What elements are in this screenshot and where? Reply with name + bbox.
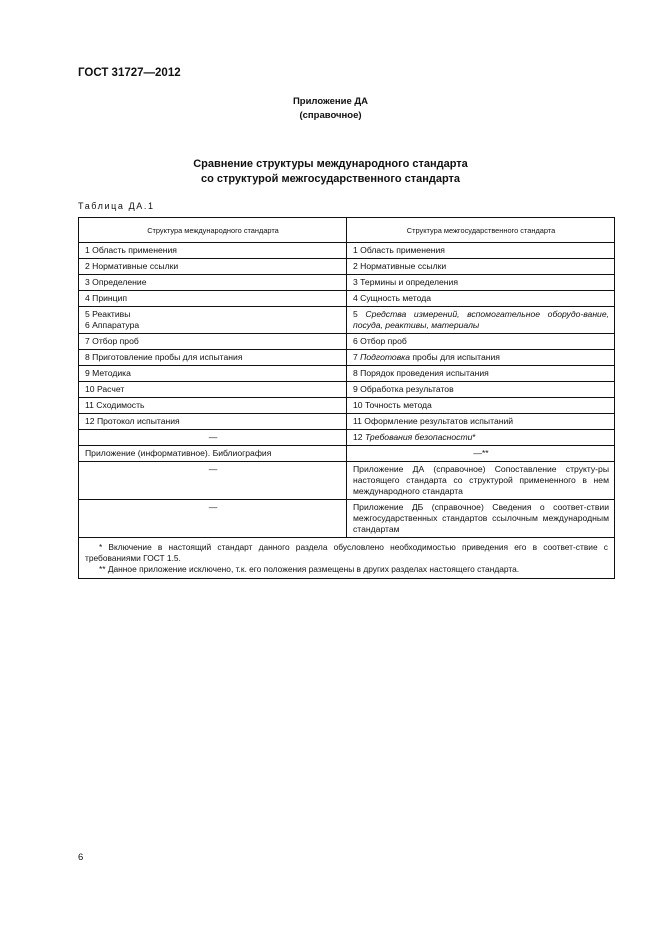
table-header-row bbox=[79, 218, 615, 243]
cell-international: 8 Приготовление пробы для испытания bbox=[79, 350, 347, 366]
cell-interstate bbox=[347, 430, 615, 446]
cell-interstate: 4 Сущность метода bbox=[347, 291, 615, 307]
footnote: * Включение в настоящий стандарт данного раздела обусловлено необходимостью приведения его в соответ-ствие с требованиями ГОСТ 1.5. bbox=[85, 542, 608, 563]
cell-interstate: Приложение ДБ (справочное) Сведения о соответ-ствии межгосударственных стандартов ссылочным международным стандартам bbox=[347, 500, 615, 538]
cell-interstate: 1 Область применения bbox=[347, 243, 615, 259]
clause-number: 7 bbox=[353, 352, 361, 362]
cell-interstate: —** bbox=[347, 446, 615, 462]
column-header-interstate: Структура межгосударственного стандарта bbox=[347, 218, 615, 243]
appendix-title: Приложение ДА bbox=[292, 96, 369, 107]
clause-number: 12 bbox=[353, 432, 365, 442]
table-row bbox=[79, 350, 615, 366]
page-number: 6 bbox=[78, 852, 84, 863]
cell-interstate: 2 Нормативные ссылки bbox=[347, 259, 615, 275]
cell-line: 6 Аппаратура bbox=[85, 320, 140, 330]
cell-interstate: Приложение ДА (справочное) Сопоставление структу-ры настоящего стандарта со структурой примененного в нем международного стандарта bbox=[347, 462, 615, 500]
cell-international: — bbox=[79, 430, 347, 446]
cell-text: пробы для испытания bbox=[410, 352, 500, 362]
table-row bbox=[79, 366, 615, 382]
cell-interstate: 6 Отбор проб bbox=[347, 334, 615, 350]
page-title bbox=[0, 157, 661, 187]
cell-international: 10 Расчет bbox=[79, 382, 347, 398]
table-row bbox=[79, 291, 615, 307]
table-row bbox=[79, 414, 615, 430]
table-row bbox=[79, 398, 615, 414]
table-row bbox=[79, 334, 615, 350]
cell-international: 1 Область применения bbox=[79, 243, 347, 259]
cell-international: 3 Определение bbox=[79, 275, 347, 291]
cell-international: 2 Нормативные ссылки bbox=[79, 259, 347, 275]
title-line-1: Сравнение структуры международного стандарта bbox=[193, 158, 468, 170]
footnote: ** Данное приложение исключено, т.к. его положения размещены в других разделах настоящего стандарта. bbox=[99, 564, 520, 574]
table-row bbox=[79, 259, 615, 275]
cell-international: 9 Методика bbox=[79, 366, 347, 382]
column-header-international: Структура международного стандарта bbox=[79, 218, 347, 243]
table-notes-row bbox=[79, 538, 615, 579]
table-row bbox=[79, 462, 615, 500]
table-notes bbox=[79, 538, 615, 579]
cell-international: Приложение (информативное). Библиография bbox=[79, 446, 347, 462]
cell-international: 4 Принцип bbox=[79, 291, 347, 307]
clause-number: 5 bbox=[353, 309, 366, 319]
table-row bbox=[79, 500, 615, 538]
table-row bbox=[79, 430, 615, 446]
cell-international: — bbox=[79, 462, 347, 500]
cell-interstate: 10 Точность метода bbox=[347, 398, 615, 414]
cell-interstate: 11 Оформление результатов испытаний bbox=[347, 414, 615, 430]
table-row bbox=[79, 382, 615, 398]
cell-international: 7 Отбор проб bbox=[79, 334, 347, 350]
cell-interstate: 9 Обработка результатов bbox=[347, 382, 615, 398]
document-code: ГОСТ 31727—2012 bbox=[78, 67, 181, 79]
table-caption: Таблица ДА.1 bbox=[78, 201, 155, 211]
comparison-table bbox=[78, 217, 615, 579]
cell-line: 5 Реактивы bbox=[85, 309, 131, 319]
cell-international: 12 Протокол испытания bbox=[79, 414, 347, 430]
title-line-2: со структурой межгосударственного стандарта bbox=[200, 173, 461, 185]
table-row bbox=[79, 275, 615, 291]
cell-interstate: 3 Термины и определения bbox=[347, 275, 615, 291]
cell-interstate bbox=[347, 307, 615, 334]
cell-interstate bbox=[347, 350, 615, 366]
cell-international bbox=[79, 307, 347, 334]
italic-text: Средства измерений, вспомогательное оборудо-вание, посуда, реактивы, материалы bbox=[353, 309, 609, 330]
table-row bbox=[79, 446, 615, 462]
table-row bbox=[79, 307, 615, 334]
table-row bbox=[79, 243, 615, 259]
cell-interstate: 8 Порядок проведения испытания bbox=[347, 366, 615, 382]
italic-text: Требования безопасности bbox=[364, 432, 473, 442]
cell-international: — bbox=[79, 500, 347, 538]
appendix-subtitle: (справочное) bbox=[299, 110, 362, 121]
italic-text: Подготовка bbox=[360, 352, 411, 362]
appendix-heading bbox=[0, 95, 661, 123]
cell-international: 11 Сходимость bbox=[79, 398, 347, 414]
footnote-mark: * bbox=[472, 432, 476, 442]
